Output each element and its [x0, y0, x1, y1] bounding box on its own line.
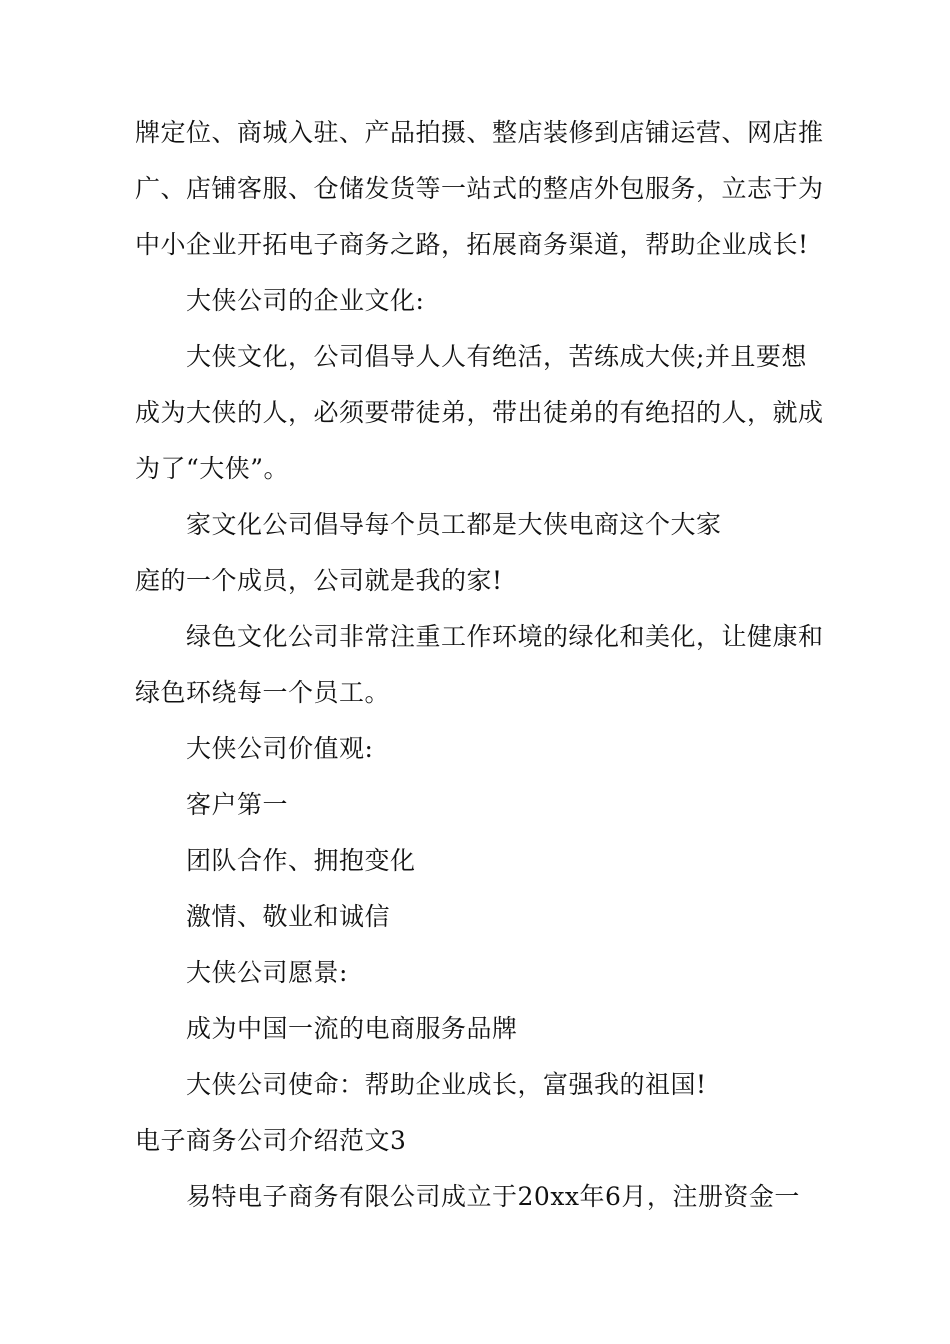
section-heading: 大侠公司的企业文化: — [186, 286, 425, 315]
list-item: 团队合作、拥抱变化 — [186, 846, 416, 875]
paragraph-line: 中小企业开拓电子商务之路，拓展商务渠道，帮助企业成长! — [135, 230, 809, 259]
paragraph-line: 绿色文化公司非常注重工作环境的绿化和美化，让健康和 — [186, 622, 824, 651]
paragraph-line: 大侠公司使命：帮助企业成长，富强我的祖国! — [186, 1070, 707, 1099]
paragraph-line: 庭的一个成员，公司就是我的家! — [135, 566, 503, 595]
paragraph-line: 成为中国一流的电商服务品牌 — [186, 1014, 518, 1043]
paragraph-line: 广、店铺客服、仓储发货等一站式的整店外包服务，立志于为 — [135, 174, 824, 203]
section-heading: 大侠公司价值观: — [186, 734, 374, 763]
paragraph-line: 大侠文化，公司倡导人人有绝活，苦练成大侠;并且要想 — [186, 342, 807, 371]
document-title: 电子商务公司介绍范文3 — [135, 1126, 407, 1155]
list-item: 客户第一 — [186, 790, 289, 819]
paragraph-line: 牌定位、商城入驻、产品拍摄、整店装修到店铺运营、网店推 — [135, 118, 824, 147]
paragraph-line: 绿色环绕每一个员工。 — [135, 678, 391, 707]
paragraph-line: 成为大侠的人，必须要带徒弟，带出徒弟的有绝招的人，就成 — [135, 398, 824, 427]
paragraph-line: 为了“大侠”。 — [135, 454, 290, 483]
paragraph-line: 易特电子商务有限公司成立于20xx年6月，注册资金一 — [186, 1182, 800, 1211]
list-item: 激情、敬业和诚信 — [186, 902, 391, 931]
paragraph-line: 家文化公司倡导每个员工都是大侠电商这个大家 — [186, 510, 722, 539]
section-heading: 大侠公司愿景: — [186, 958, 348, 987]
